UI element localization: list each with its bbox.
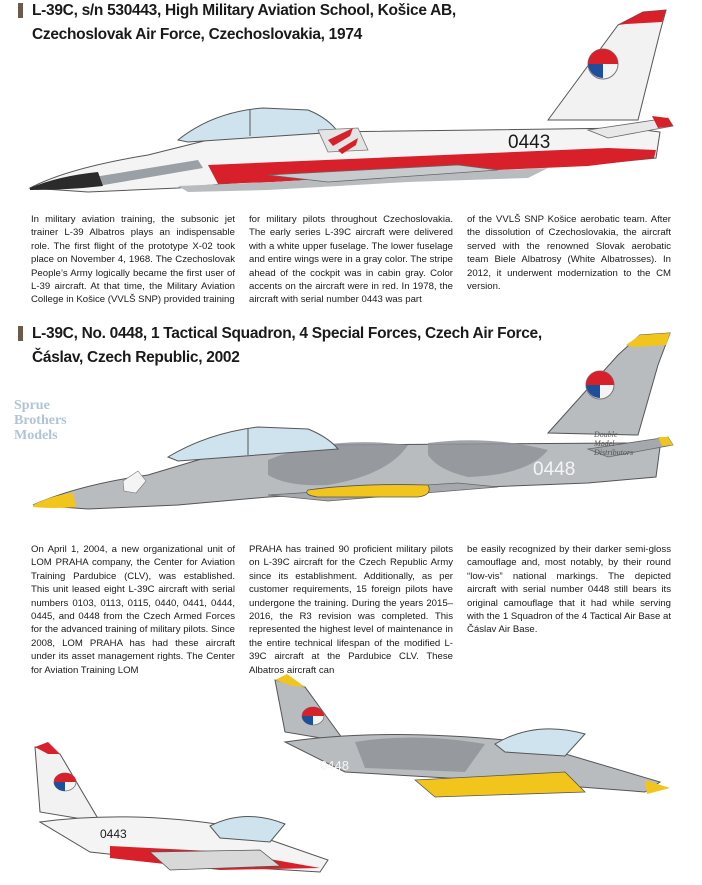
heading-marker	[18, 326, 23, 341]
section2-paragraph-3: be easily recognized by their darker semi-gloss camouflage and, most notably, by their round “low-vis” national markings. The depicted aircraft with serial number 0448 still bears its original camouflage that it had while serving with the 1 Squadron of the 4 Tactical Air Base at Čáslav Air Base.	[467, 544, 671, 636]
section2-text-columns	[31, 543, 671, 677]
roundel-icon	[302, 707, 324, 725]
distributor-logo: Double Model Distributors	[594, 430, 634, 457]
section2-title-line2: Čáslav, Czech Republic, 2002	[32, 349, 240, 366]
aircraft-profile-0443	[28, 0, 678, 205]
section2-title-line1: L-39C, No. 0448, 1 Tactical Squadron, 4 Special Forces, Czech Air Force,	[32, 325, 542, 342]
section2-paragraph-2: PRAHA has trained 90 proficient military pilots on L-39C aircraft for the Czech Republic Army since its establishment. Additionally, as per customer requirements, 15 foreign pilots have undergone the training. During the years 2015–2016, the R3 revision was completed. This represented the highest level of maintenance in the entire technical lifespan of the modified L-39C aircraft at the Pardubice CLV. These Albatros aircraft can	[249, 544, 453, 676]
aircraft-number: 0448	[533, 459, 576, 480]
aircraft-number: 0443	[100, 827, 127, 841]
watermark-logo: Sprue Brothers Models	[14, 398, 67, 443]
heading-marker	[18, 3, 23, 18]
section1-text-columns	[31, 213, 671, 307]
section1-paragraph-2: for military pilots throughout Czechoslovakia. The early series L-39C aircraft were delivered with a white upper fuselage. The lower fuselage and entire wings were in a gray color. The stripe ahead of the cockpit was in cabin gray. Color accents on the aircraft were in red. In 1978, the aircraft with serial number 0443 was part	[249, 214, 453, 306]
roundel-icon	[54, 773, 76, 791]
aircraft-number: 0448	[320, 758, 349, 773]
roundel-icon	[588, 49, 618, 79]
section1-title-line1: L-39C, s/n 530443, High Military Aviation School, Košice AB,	[32, 2, 456, 19]
section1-paragraph-3: of the VVLŠ SNP Košice aerobatic team. After the dissolution of Czechoslovakia, the aircraft served with the renowned Slovak aerobatic team Biele Albatrosy (White Albatrosses). In 2012, it underwent modernization to the CM version.	[467, 214, 671, 293]
section2-paragraph-1: On April 1, 2004, a new organizational unit of LOM PRAHA company, the Center for Aviation Training Pardubice (CLV), was established. This unit leased eight L-39C aircraft with serial numbers 0103, 0113, 0115, 0440, 0441, 0444, 0445, and 0448 from the Czech Armed Forces for the advanced training of military pilots. Since 2008, LOM PRAHA has had these aircraft under its asset management rights. The Center for Aviation Training LOM	[31, 544, 235, 676]
aircraft-perspective-0443	[30, 742, 330, 882]
aircraft-number: 0443	[508, 132, 551, 153]
aircraft-profile-0448	[28, 325, 678, 530]
section1-paragraph-1: In military aviation training, the subsonic jet trainer L-39 Albatros plays an indispensable role. The first flight of the prototype X-02 took place on November 4, 1968. The Czechoslovak People’s Army logically became the first user of L-39 aircraft. At that time, the Military Aviation College in Košice (VVLŠ SNP) provided training	[31, 214, 235, 306]
section1-title-line2: Czechoslovak Air Force, Czechoslovakia, 1974	[32, 26, 362, 43]
roundel-icon	[586, 371, 614, 399]
